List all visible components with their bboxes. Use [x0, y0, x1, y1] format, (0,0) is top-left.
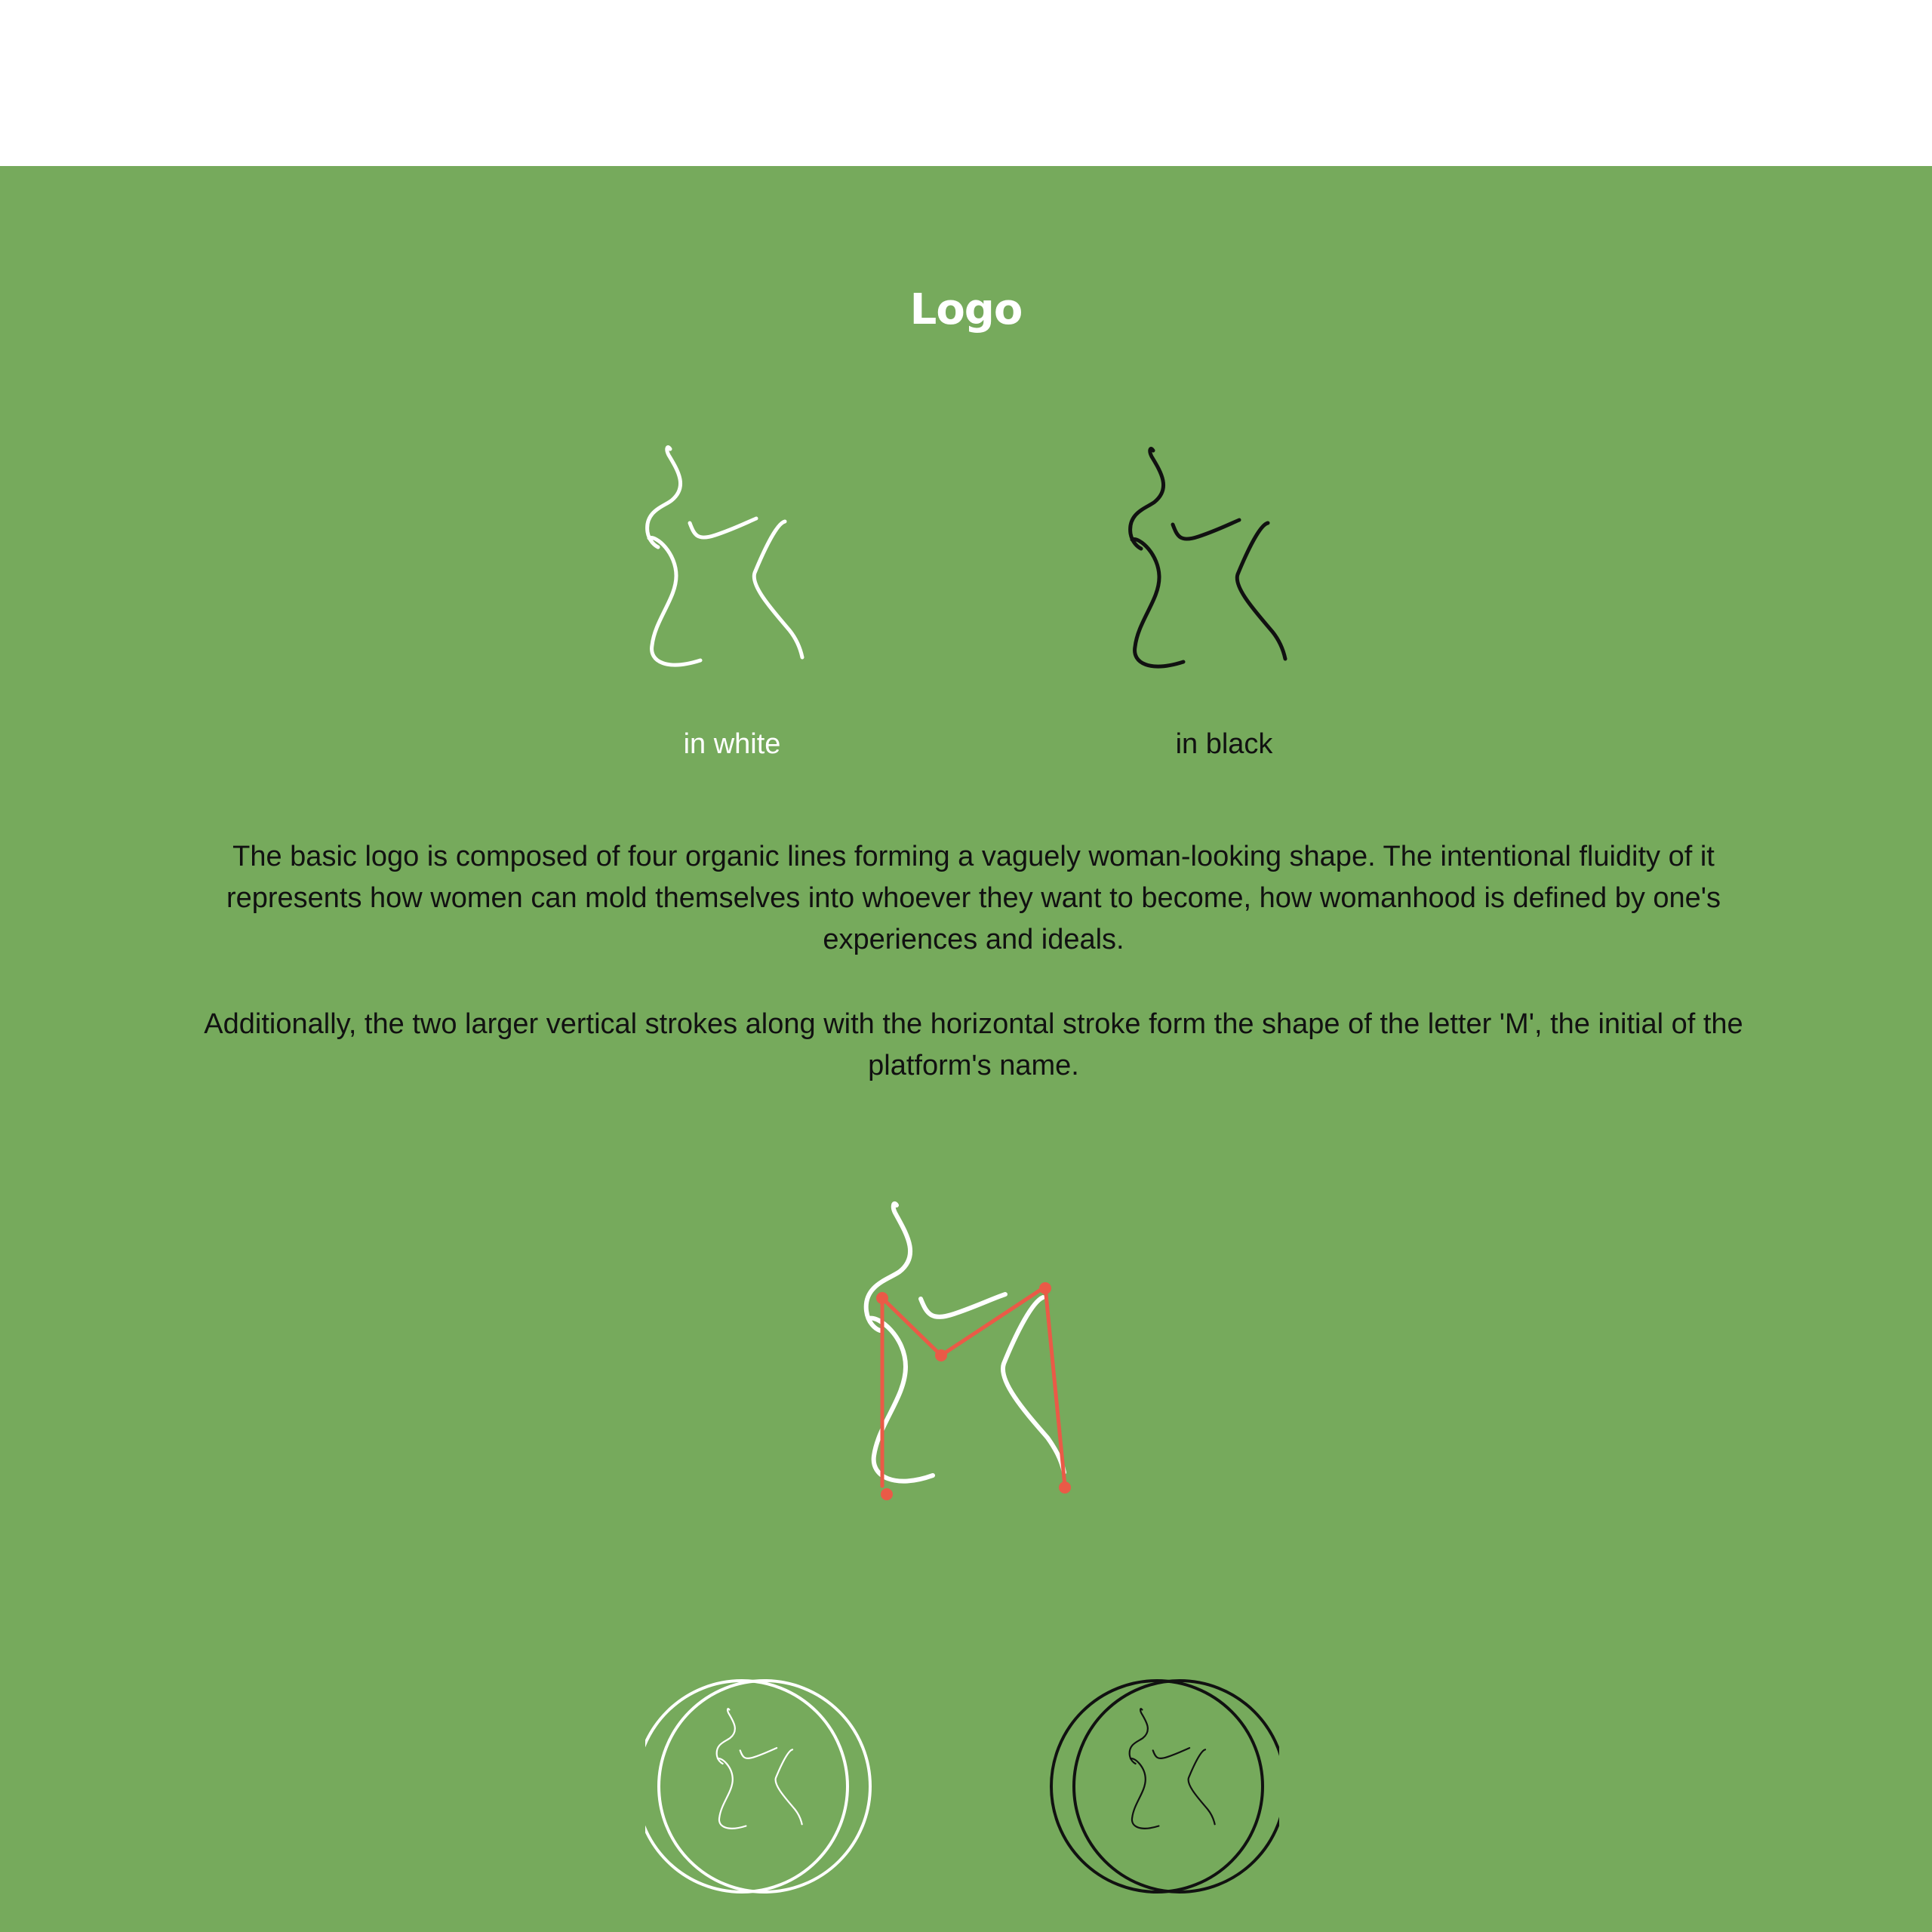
emblem-white-icon: [645, 1675, 887, 1894]
description-paragraph-1: The basic logo is composed of four organic lines forming a vaguely woman-looking shape. The intentional fluidity of it represents how women can mold themselves into whoever they want to become, how womanhood is defined by one's experiences and ideals.: [226, 841, 1721, 955]
logo-white-icon: [634, 441, 815, 683]
description-paragraph-2: Additionally, the two larger vertical strokes along with the horizontal stroke form the shape of the letter 'M', the initial of the platform's name.: [204, 1008, 1743, 1081]
top-band: [0, 0, 1932, 166]
section-title: Logo: [909, 285, 1023, 334]
construction-points: [876, 1282, 1071, 1500]
letter-m-construction-icon: [853, 1196, 1079, 1513]
caption-in-white: in white: [683, 728, 781, 760]
logo-black-icon: [1117, 443, 1298, 685]
emblem-black-icon: [1038, 1675, 1279, 1894]
caption-in-black: in black: [1175, 728, 1273, 760]
